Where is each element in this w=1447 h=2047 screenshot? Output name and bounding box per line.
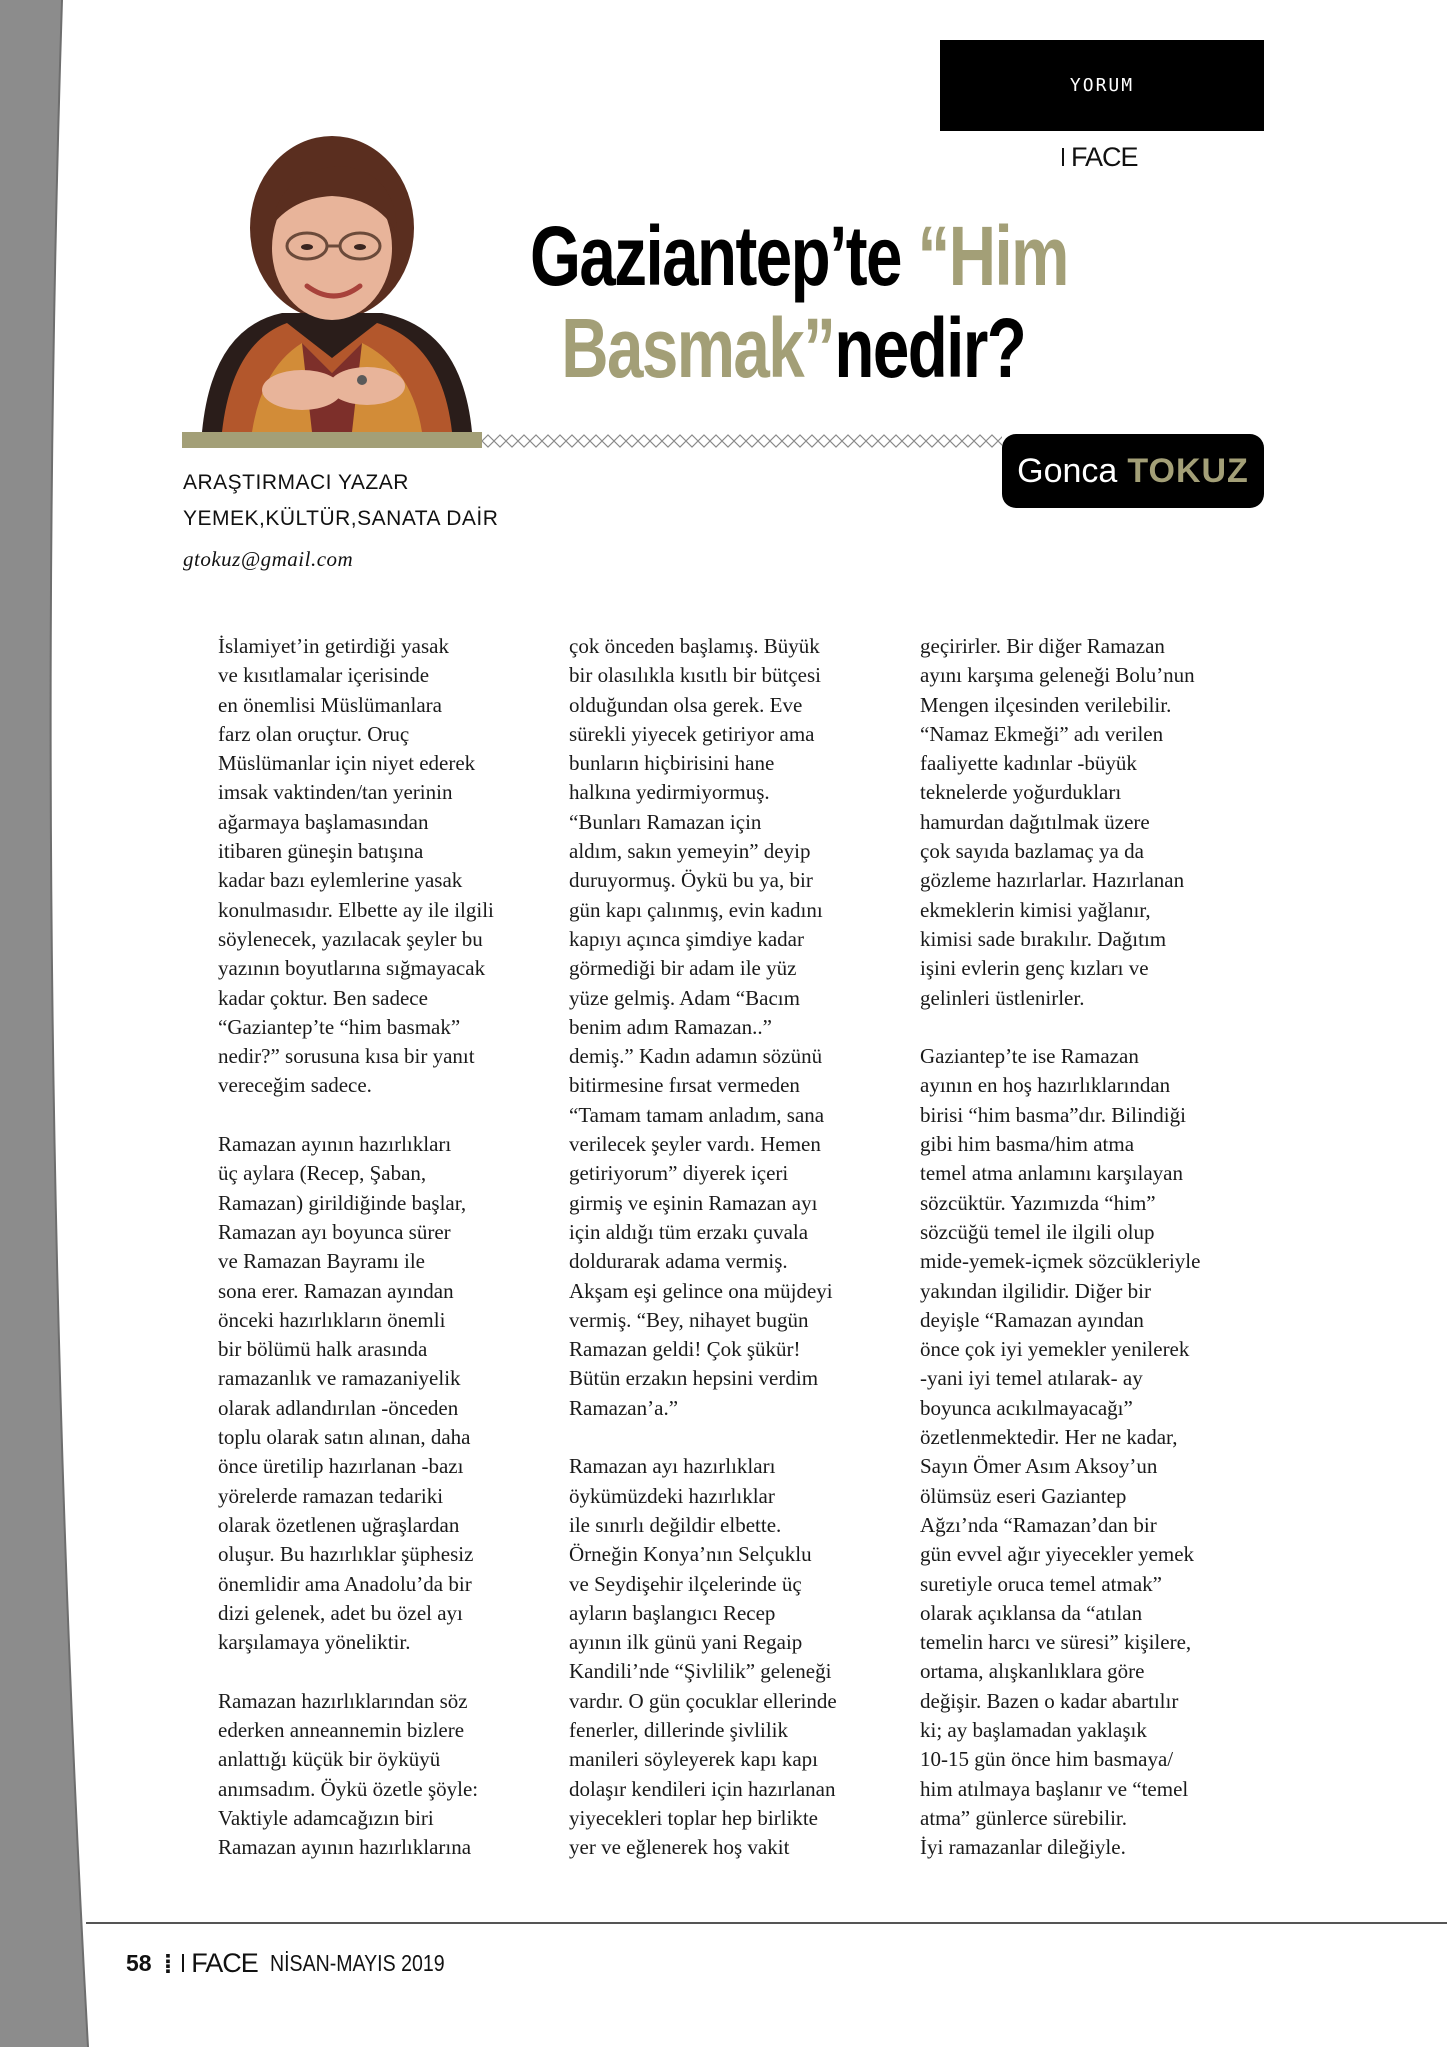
section-label: YORUM — [1069, 75, 1135, 96]
footer-separator: ⁞ — [163, 1948, 173, 1979]
author-email[interactable]: gtokuz@gmail.com — [183, 547, 354, 571]
article-column-2 — [569, 632, 899, 1862]
page-number: 58 — [126, 1950, 152, 1976]
author-portrait — [182, 128, 482, 432]
article-title — [530, 209, 1068, 395]
author-last-name: TOKUZ — [1127, 451, 1249, 490]
title-part-black-1: Gaziantep’te — [530, 209, 918, 303]
issue-date: NİSAN-MAYIS 2019 — [269, 1950, 445, 1976]
paragraph: İslamiyet’in getirdiği yasak ve kısıtlamalar içerisinde en önemlisi Müslümanlara farz olan oruçtur. Oruç Müslümanlar için niyet ederek imsak vaktinden/tan yerinin ağarmaya başlamasından itibaren güneşin batışına kadar bazı eylemlerine yasak konulmasıdır. Elbette ay ile ilgili söylenecek, yazılacak şeyler bu yazının boyutlarına sığmayacak kadar çoktur. Ben sadece “Gaziantep’te “him basmak” nedir?” sorusuna kısa bir yanıt vereceğim sadece. — [218, 634, 494, 1098]
page-footer — [126, 1948, 475, 1979]
title-part-gold-2: Basmak” — [561, 301, 835, 395]
article-column-1 — [218, 632, 548, 1862]
author-info — [183, 465, 583, 577]
title-part-gold-1: “Him — [917, 209, 1068, 303]
footer-divider — [86, 1922, 1447, 1924]
title-part-black-2: nedir? — [834, 301, 1026, 395]
author-first-name: Gonca — [1017, 451, 1118, 490]
paragraph: geçirirler. Bir diğer Ramazan ayını karşıma geleneği Bolu’nun Mengen ilçesinden verilebilir. “Namaz Ekmeği” adı verilen faaliyette kadınlar -büyük teknelerde yoğurdukları hamurdan dağıtılmak üzere çok sayıda bazlamaç ya da gözleme hazırlarlar. Hazırlanan ekmeklerin kimisi yağlanır, kimisi sade bırakılır. Dağıtım işini evlerin genç kızları ve gelinleri üstlenirler. — [920, 634, 1195, 1010]
footer-magazine-logo — [182, 1948, 258, 1979]
decorative-divider — [482, 434, 1002, 448]
page-edge-shadow — [0, 0, 90, 2047]
footer-magazine-text: FACE — [191, 1948, 258, 1978]
author-role-line2: YEMEK,KÜLTÜR,SANATA DAİR — [183, 507, 499, 530]
section-tag — [940, 40, 1264, 131]
author-name-badge — [1002, 434, 1264, 508]
paragraph: Gaziantep’te ise Ramazan ayının en hoş hazırlıklarından birisi “him basma”dır. Bilindiği gibi him basma/him atma temel atma anlamını karşılayan sözcüktür. Yazımızda “him” sözcüğü temel ile ilgili olup mide-yemek-içmek sözcükleriyle yakından ilgilidir. Diğer bir deyişle “Ramazan ayından önce çok iyi yemekler yenilerek -yani iyi temel atılarak- ay boyunca acıkılmayacağı” özetlenmektedir. Her ne kadar, Sayın Ömer Asım Aksoy’un ölümsüz eseri Gaziantep Ağzı’nda “Ramazan’dan bir gün evvel ağır yiyecekler yemek suretiyle oruca temel atmak” olarak açıklansa da “atılan temelin harcı ve süresi” kişilere, ortama, alışkanlıklara göre değişir. Bazen o kadar abartılır ki; ay başlamadan yaklaşık 10-15 gün önce him basmaya/ him atılmaya başlanır ve “temel atma” günlerce sürebilir. İyi ramazanlar dileğiyle. — [920, 1044, 1201, 1860]
paragraph: Ramazan hazırlıklarından söz ederken anneannemin bizlere anlattığı küçük bir öyküyü anımsadım. Öykü özetle şöyle: Vaktiyle adamcağızın biri Ramazan ayının hazırlıklarına — [218, 1688, 479, 1860]
accent-bar — [182, 432, 482, 448]
paragraph: çok önceden başlamış. Büyük bir olasılıkla kısıtlı bir bütçesi olduğundan olsa gerek. Eve sürekli yiyecek getiriyor ama bunların hiçbirisini hane halkına yedirmiyormuş. “Bunları Ramazan için aldım, sakın yemeyin” deyip duruyormuş. Öykü bu ya, bir gün kapı çalınmış, evin kadını kapıyı açınca şimdiye kadar görmediği bir adam ile yüz yüze gelmiş. Adam “Bacım benim adım Ramazan..” demiş.” Kadın adamın sözünü bitirmesine fırsat vermeden “Tamam tamam anladım, sana verilecek şeyler vardı. Hemen getiriyorum” diyerek içeri girmiş ve eşinin Ramazan ayı için aldığı tüm erzakı çuvala doldurarak adama vermiş. Akşam eşi gelince ona müjdeyi vermiş. “Bey, nihayet bugün Ramazan geldi! Çok şükür! Bütün erzakın hepsini verdim Ramazan’a.” — [569, 634, 833, 1420]
magazine-logo — [1062, 142, 1138, 173]
paragraph: Ramazan ayının hazırlıkları üç aylara (Recep, Şaban, Ramazan) girildiğinde başlar, Ramazan ayı boyunca sürer ve Ramazan Bayramı ile sona erer. Ramazan ayından önceki hazırlıkların önemli bir bölümü halk arasında ramazanlık ve ramazaniyelik olarak adlandırılan -önceden toplu olarak satın alınan, daha önce üretilip hazırlanan -bazı yörelerde ramazan tedariki olarak özetlenen uğraşlardan oluşur. Bu hazırlıklar şüphesiz önemlidir ama Anadolu’da bir dizi gelenek, adet bu özel ayı karşılamaya yöneliktir. — [218, 1132, 474, 1655]
paragraph: Ramazan ayı hazırlıkları öykümüzdeki hazırlıklar ile sınırlı değildir elbette. Örneğin Konya’nın Selçuklu ve Seydişehir ilçelerinde üç ayların başlangıcı Recep ayının ilk günü yani Regaip Kandili’nde “Şivlilik” geleneği vardır. O gün çocuklar ellerinde fenerler, dillerinde şivlilik manileri söyleyerek kapı kapı dolaşır kendileri için hazırlanan yiyecekleri toplar hep birlikte yer ve eğlenerek hoş vakit — [569, 1454, 837, 1860]
magazine-logo-text: FACE — [1071, 142, 1138, 172]
article-column-3 — [920, 632, 1250, 1862]
author-role-line1: ARAŞTIRMACI YAZAR — [183, 471, 409, 494]
